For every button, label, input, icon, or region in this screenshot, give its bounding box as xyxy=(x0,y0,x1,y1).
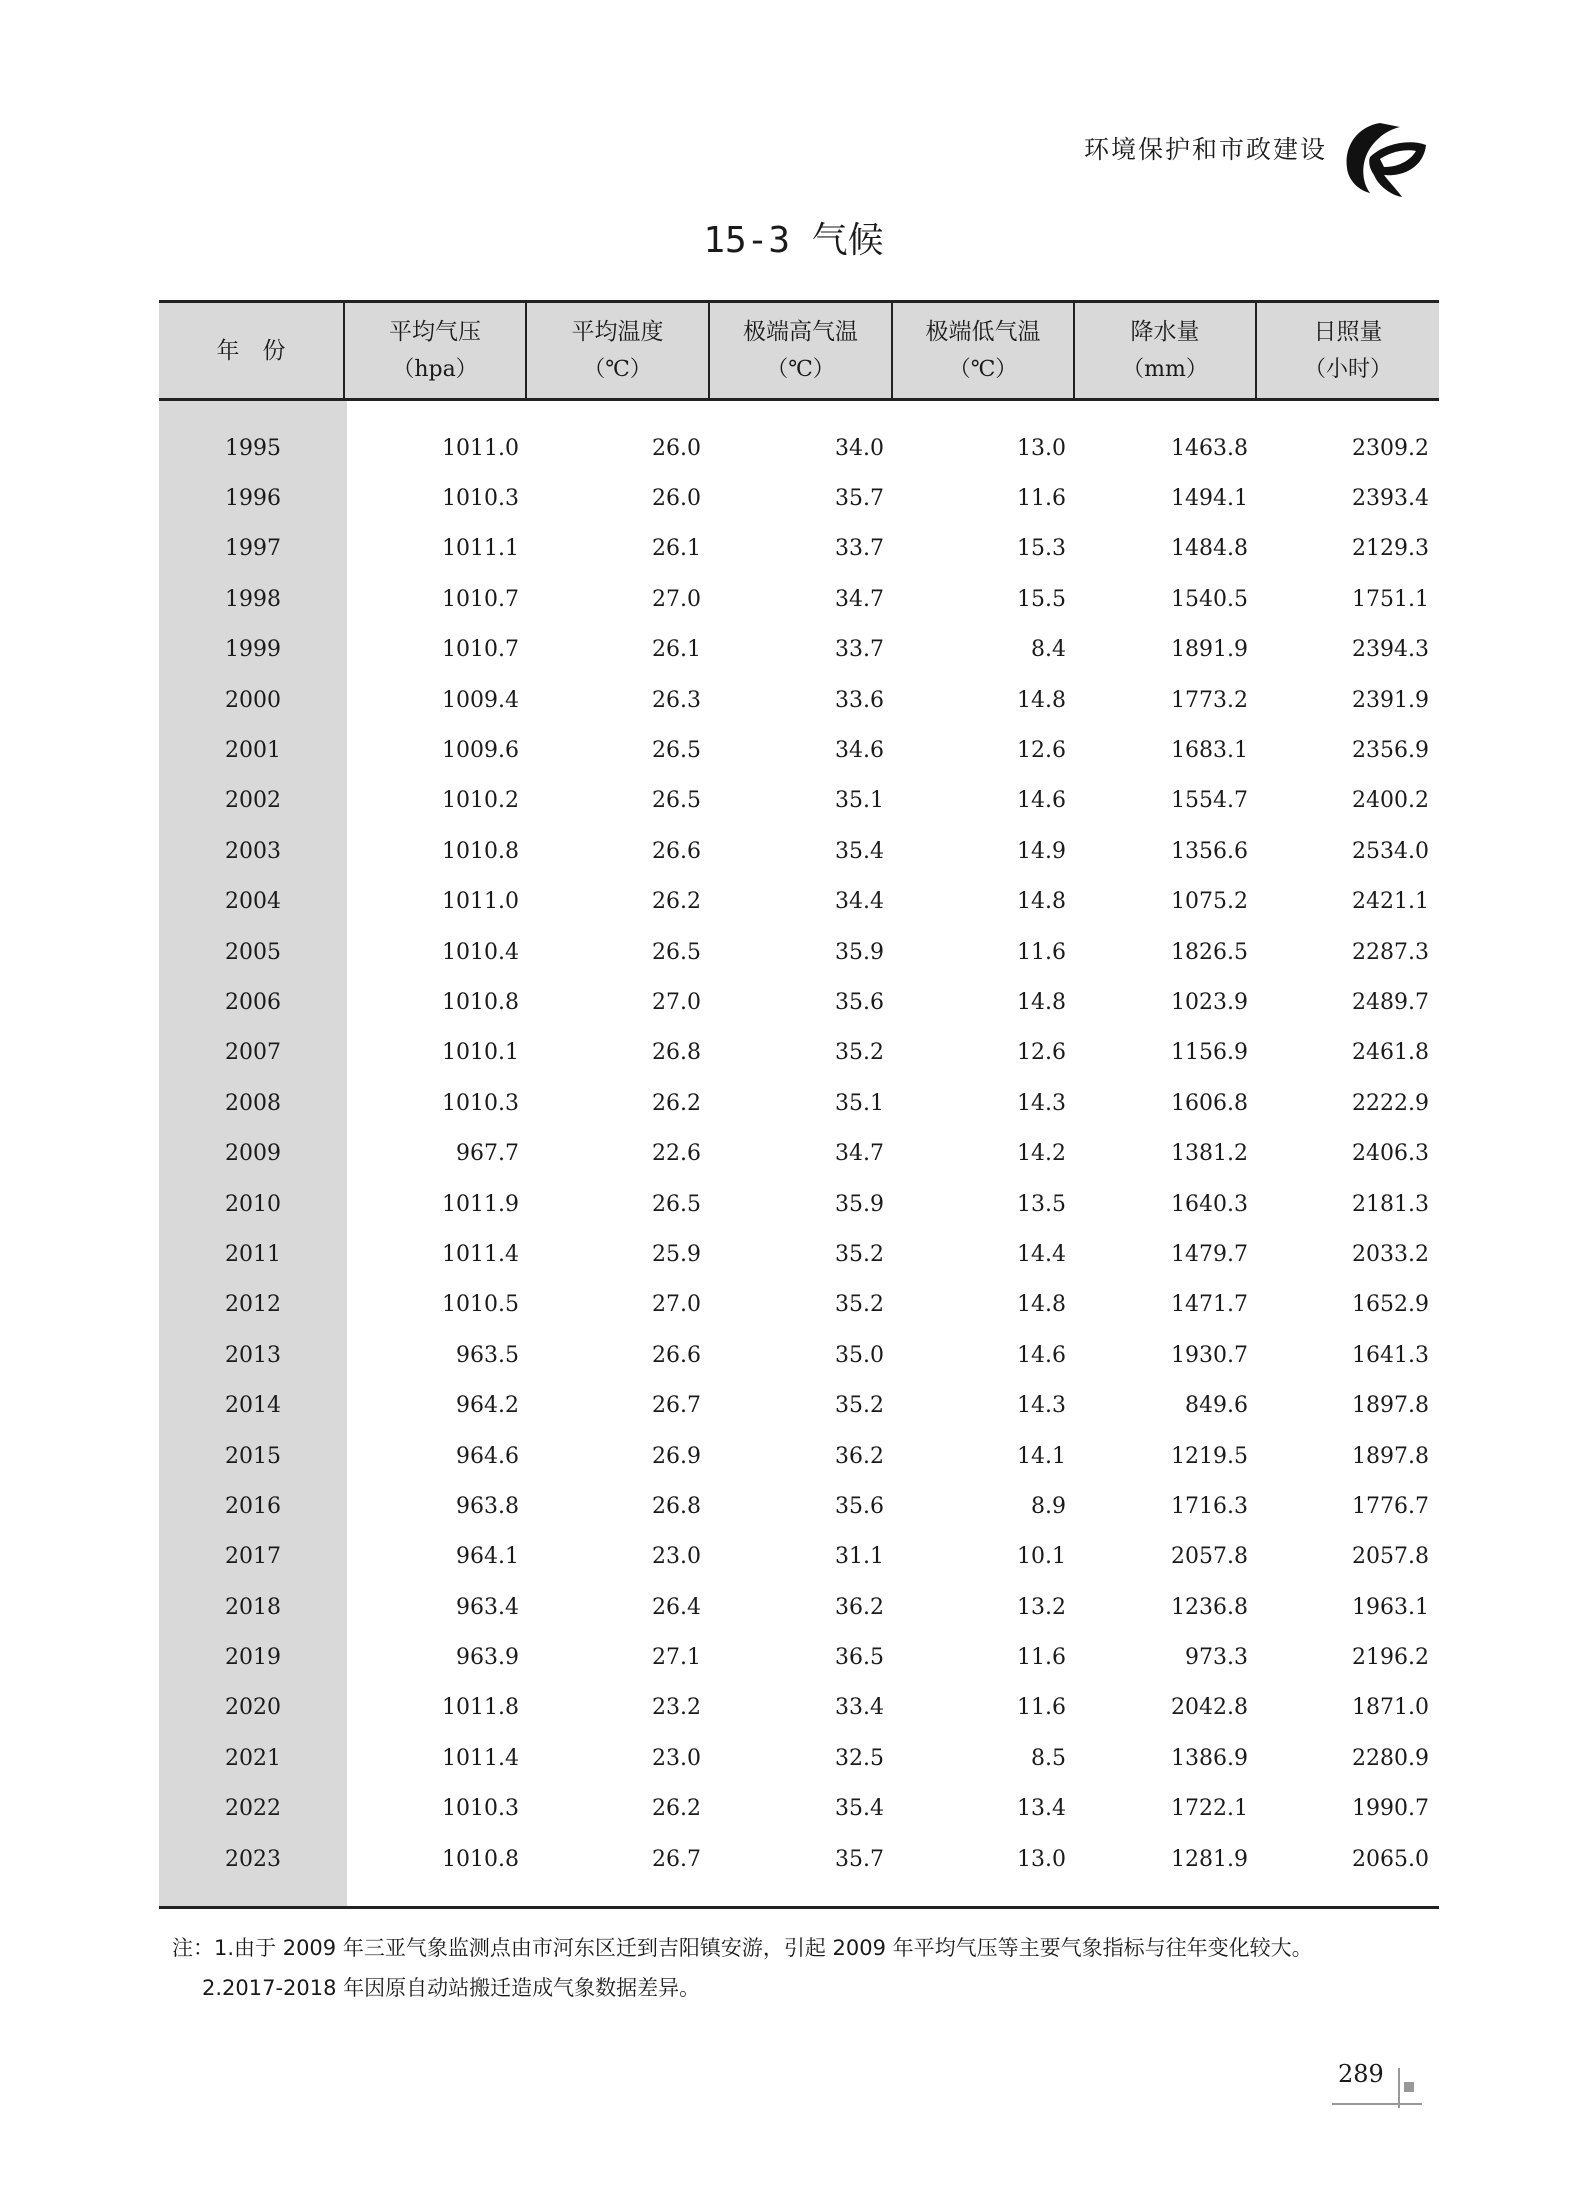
table-row xyxy=(159,1733,1439,1783)
column-header-unit: （小时） xyxy=(1303,356,1392,382)
note-line-1: 注：1.由于 2009 年三亚气象监测点由市河东区迁到吉阳镇安游，引起 2009 年平均气压等主要气象指标与往年变化较大。 xyxy=(172,1936,1313,1960)
value-cell: 1011.8 xyxy=(442,1695,519,1721)
value-cell: 973.3 xyxy=(1185,1645,1248,1671)
year-cell: 2022 xyxy=(225,1796,281,1822)
year-cell: 2018 xyxy=(225,1594,281,1620)
value-cell: 1683.1 xyxy=(1171,738,1248,764)
value-cell: 963.5 xyxy=(456,1342,519,1368)
value-cell: 26.7 xyxy=(652,1393,701,1419)
value-cell: 14.8 xyxy=(1017,989,1066,1015)
table-row xyxy=(159,1532,1439,1582)
value-cell: 1011.9 xyxy=(442,1191,519,1217)
value-cell: 33.7 xyxy=(835,536,884,562)
value-cell: 2042.8 xyxy=(1171,1695,1248,1721)
value-cell: 2406.3 xyxy=(1352,1141,1429,1167)
table-row xyxy=(159,1632,1439,1682)
value-cell: 36.2 xyxy=(835,1594,884,1620)
value-cell: 12.6 xyxy=(1017,738,1066,764)
table-row xyxy=(159,1784,1439,1834)
year-cell: 2012 xyxy=(225,1292,281,1318)
value-cell: 11.6 xyxy=(1017,939,1066,965)
value-cell: 1009.4 xyxy=(442,687,519,713)
value-cell: 2489.7 xyxy=(1352,989,1429,1015)
table-row xyxy=(159,1582,1439,1632)
value-cell: 26.9 xyxy=(652,1443,701,1469)
value-cell: 25.9 xyxy=(652,1241,701,1267)
year-cell: 2008 xyxy=(225,1090,281,1116)
value-cell: 1540.5 xyxy=(1171,586,1248,612)
year-cell: 1999 xyxy=(225,637,281,663)
value-cell: 14.2 xyxy=(1017,1141,1066,1167)
value-cell: 1023.9 xyxy=(1171,989,1248,1015)
value-cell: 33.4 xyxy=(835,1695,884,1721)
page-marker xyxy=(1404,2082,1414,2092)
value-cell: 1011.0 xyxy=(442,889,519,915)
value-cell: 2181.3 xyxy=(1352,1191,1429,1217)
value-cell: 1010.4 xyxy=(442,939,519,965)
year-cell: 2015 xyxy=(225,1443,281,1469)
value-cell: 26.3 xyxy=(652,687,701,713)
value-cell: 963.4 xyxy=(456,1594,519,1620)
value-cell: 14.8 xyxy=(1017,687,1066,713)
climate-table xyxy=(159,300,1439,1909)
value-cell: 1897.8 xyxy=(1352,1393,1429,1419)
value-cell: 1010.3 xyxy=(442,486,519,512)
value-cell: 2280.9 xyxy=(1352,1745,1429,1771)
value-cell: 8.5 xyxy=(1031,1745,1066,1771)
table-row xyxy=(159,1280,1439,1330)
value-cell: 12.6 xyxy=(1017,1040,1066,1066)
value-cell: 26.7 xyxy=(652,1846,701,1872)
value-cell: 1484.8 xyxy=(1171,536,1248,562)
table-row xyxy=(159,1078,1439,1128)
value-cell: 14.6 xyxy=(1017,788,1066,814)
year-cell: 2016 xyxy=(225,1493,281,1519)
value-cell: 34.6 xyxy=(835,738,884,764)
value-cell: 2356.9 xyxy=(1352,738,1429,764)
page-number-rule xyxy=(1332,2103,1422,2105)
value-cell: 26.0 xyxy=(652,486,701,512)
value-cell: 23.0 xyxy=(652,1544,701,1570)
year-cell: 2023 xyxy=(225,1846,281,1872)
value-cell: 1751.1 xyxy=(1352,586,1429,612)
value-cell: 1891.9 xyxy=(1171,637,1248,663)
section-header: 环境保护和市政建设 xyxy=(1083,135,1327,164)
value-cell: 8.9 xyxy=(1031,1493,1066,1519)
value-cell: 1156.9 xyxy=(1171,1040,1248,1066)
value-cell: 35.7 xyxy=(835,1846,884,1872)
value-cell: 1356.6 xyxy=(1171,838,1248,864)
value-cell: 22.6 xyxy=(652,1141,701,1167)
column-header xyxy=(343,303,525,398)
value-cell: 2196.2 xyxy=(1352,1645,1429,1671)
value-cell: 11.6 xyxy=(1017,486,1066,512)
value-cell: 13.2 xyxy=(1017,1594,1066,1620)
value-cell: 1776.7 xyxy=(1352,1493,1429,1519)
value-cell: 34.7 xyxy=(835,586,884,612)
table-row xyxy=(159,1330,1439,1380)
value-cell: 14.4 xyxy=(1017,1241,1066,1267)
table-row xyxy=(159,423,1439,473)
value-cell: 1010.7 xyxy=(442,586,519,612)
value-cell: 32.5 xyxy=(835,1745,884,1771)
value-cell: 1011.1 xyxy=(442,536,519,562)
year-cell: 2005 xyxy=(225,939,281,965)
year-cell: 2019 xyxy=(225,1645,281,1671)
value-cell: 35.6 xyxy=(835,989,884,1015)
value-cell: 35.2 xyxy=(835,1393,884,1419)
column-header xyxy=(159,303,343,398)
table-row xyxy=(159,1179,1439,1229)
value-cell: 1463.8 xyxy=(1171,435,1248,461)
value-cell: 35.2 xyxy=(835,1241,884,1267)
table-row xyxy=(159,826,1439,876)
year-cell: 1998 xyxy=(225,586,281,612)
table-row xyxy=(159,675,1439,725)
value-cell: 1381.2 xyxy=(1171,1141,1248,1167)
value-cell: 1010.3 xyxy=(442,1090,519,1116)
value-cell: 33.7 xyxy=(835,637,884,663)
value-cell: 14.8 xyxy=(1017,889,1066,915)
year-cell: 2014 xyxy=(225,1393,281,1419)
value-cell: 1990.7 xyxy=(1352,1796,1429,1822)
table-row xyxy=(159,1128,1439,1178)
value-cell: 2222.9 xyxy=(1352,1090,1429,1116)
value-cell: 34.4 xyxy=(835,889,884,915)
page-number-divider xyxy=(1398,2068,1400,2108)
value-cell: 1236.8 xyxy=(1171,1594,1248,1620)
column-header-label: 极端高气温 xyxy=(743,318,858,345)
column-header-label: 平均温度 xyxy=(571,318,664,345)
year-cell: 2010 xyxy=(225,1191,281,1217)
value-cell: 35.9 xyxy=(835,939,884,965)
value-cell: 23.0 xyxy=(652,1745,701,1771)
table-notes xyxy=(172,1928,1313,2008)
value-cell: 1773.2 xyxy=(1171,687,1248,713)
value-cell: 11.6 xyxy=(1017,1695,1066,1721)
value-cell: 1963.1 xyxy=(1352,1594,1429,1620)
table-body xyxy=(159,401,1439,1909)
year-cell: 2001 xyxy=(225,738,281,764)
value-cell: 1606.8 xyxy=(1171,1090,1248,1116)
value-cell: 2033.2 xyxy=(1352,1241,1429,1267)
year-cell: 2006 xyxy=(225,989,281,1015)
value-cell: 963.9 xyxy=(456,1645,519,1671)
value-cell: 2393.4 xyxy=(1352,486,1429,512)
value-cell: 33.6 xyxy=(835,687,884,713)
value-cell: 26.5 xyxy=(652,738,701,764)
column-header-label: 极端低气温 xyxy=(925,318,1041,345)
column-header-unit: （℃） xyxy=(766,356,835,382)
value-cell: 11.6 xyxy=(1017,1645,1066,1671)
column-header-label: 年 份 xyxy=(216,337,286,364)
value-cell: 1716.3 xyxy=(1171,1493,1248,1519)
year-cell: 2009 xyxy=(225,1141,281,1167)
value-cell: 31.1 xyxy=(835,1544,884,1570)
table-row xyxy=(159,625,1439,675)
value-cell: 26.0 xyxy=(652,435,701,461)
value-cell: 2400.2 xyxy=(1352,788,1429,814)
value-cell: 35.2 xyxy=(835,1040,884,1066)
value-cell: 2394.3 xyxy=(1352,637,1429,663)
value-cell: 1011.4 xyxy=(442,1745,519,1771)
value-cell: 26.5 xyxy=(652,939,701,965)
value-cell: 35.4 xyxy=(835,1796,884,1822)
year-cell: 2011 xyxy=(225,1241,281,1267)
value-cell: 27.0 xyxy=(652,989,701,1015)
table-row xyxy=(159,473,1439,523)
value-cell: 1075.2 xyxy=(1171,889,1248,915)
value-cell: 8.4 xyxy=(1031,637,1066,663)
value-cell: 1826.5 xyxy=(1171,939,1248,965)
value-cell: 1722.1 xyxy=(1171,1796,1248,1822)
year-cell: 2000 xyxy=(225,687,281,713)
column-header-unit: （hpa） xyxy=(392,356,478,382)
value-cell: 2129.3 xyxy=(1352,536,1429,562)
column-header-unit: （℃） xyxy=(583,356,652,382)
value-cell: 26.1 xyxy=(652,637,701,663)
value-cell: 26.1 xyxy=(652,536,701,562)
year-cell: 2021 xyxy=(225,1745,281,1771)
value-cell: 15.3 xyxy=(1017,536,1066,562)
value-cell: 1930.7 xyxy=(1171,1342,1248,1368)
value-cell: 1386.9 xyxy=(1171,1745,1248,1771)
value-cell: 1010.8 xyxy=(442,989,519,1015)
value-cell: 36.5 xyxy=(835,1645,884,1671)
table-header xyxy=(159,300,1439,401)
value-cell: 14.3 xyxy=(1017,1090,1066,1116)
value-cell: 1897.8 xyxy=(1352,1443,1429,1469)
value-cell: 2287.3 xyxy=(1352,939,1429,965)
value-cell: 13.4 xyxy=(1017,1796,1066,1822)
value-cell: 26.5 xyxy=(652,788,701,814)
value-cell: 34.7 xyxy=(835,1141,884,1167)
value-cell: 35.7 xyxy=(835,486,884,512)
table-row xyxy=(159,1028,1439,1078)
value-cell: 2421.1 xyxy=(1352,889,1429,915)
value-cell: 26.2 xyxy=(652,1796,701,1822)
year-cell: 2004 xyxy=(225,889,281,915)
value-cell: 2391.9 xyxy=(1352,687,1429,713)
value-cell: 1010.8 xyxy=(442,1846,519,1872)
value-cell: 2057.8 xyxy=(1171,1544,1248,1570)
table-row xyxy=(159,1380,1439,1430)
value-cell: 14.8 xyxy=(1017,1292,1066,1318)
value-cell: 2065.0 xyxy=(1352,1846,1429,1872)
page-number: 289 xyxy=(1338,2060,1384,2088)
value-cell: 2461.8 xyxy=(1352,1040,1429,1066)
note-line-2: 2.2017-2018 年因原自动站搬迁造成气象数据差异。 xyxy=(202,1976,701,2000)
value-cell: 26.8 xyxy=(652,1493,701,1519)
value-cell: 34.0 xyxy=(835,435,884,461)
value-cell: 1011.4 xyxy=(442,1241,519,1267)
value-cell: 2534.0 xyxy=(1352,838,1429,864)
column-header-unit: （℃） xyxy=(948,356,1018,382)
value-cell: 35.1 xyxy=(835,1090,884,1116)
publisher-logo-icon xyxy=(1340,115,1430,200)
column-header-unit: （mm） xyxy=(1122,356,1208,382)
value-cell: 1009.6 xyxy=(442,738,519,764)
table-row xyxy=(159,1229,1439,1279)
value-cell: 1010.3 xyxy=(442,1796,519,1822)
value-cell: 964.6 xyxy=(456,1443,519,1469)
value-cell: 1652.9 xyxy=(1352,1292,1429,1318)
table-row xyxy=(159,1683,1439,1733)
value-cell: 26.6 xyxy=(652,1342,701,1368)
value-cell: 35.1 xyxy=(835,788,884,814)
year-cell: 1996 xyxy=(225,486,281,512)
column-header xyxy=(708,303,891,398)
column-header-label: 降水量 xyxy=(1130,318,1200,345)
value-cell: 23.2 xyxy=(652,1695,701,1721)
value-cell: 2309.2 xyxy=(1352,435,1429,461)
table-row xyxy=(159,1834,1439,1884)
year-cell: 2020 xyxy=(225,1695,281,1721)
value-cell: 1640.3 xyxy=(1171,1191,1248,1217)
value-cell: 27.0 xyxy=(652,586,701,612)
value-cell: 26.6 xyxy=(652,838,701,864)
column-header xyxy=(1255,303,1439,398)
table-row xyxy=(159,1431,1439,1481)
value-cell: 1554.7 xyxy=(1171,788,1248,814)
value-cell: 1641.3 xyxy=(1352,1342,1429,1368)
value-cell: 1871.0 xyxy=(1352,1695,1429,1721)
value-cell: 1494.1 xyxy=(1171,486,1248,512)
value-cell: 35.2 xyxy=(835,1292,884,1318)
table-row xyxy=(159,927,1439,977)
year-cell: 1997 xyxy=(225,536,281,562)
value-cell: 14.9 xyxy=(1017,838,1066,864)
year-cell: 2003 xyxy=(225,838,281,864)
table-row xyxy=(159,877,1439,927)
value-cell: 964.1 xyxy=(456,1544,519,1570)
value-cell: 1471.7 xyxy=(1171,1292,1248,1318)
value-cell: 1010.2 xyxy=(442,788,519,814)
year-cell: 2017 xyxy=(225,1544,281,1570)
value-cell: 26.2 xyxy=(652,1090,701,1116)
value-cell: 35.6 xyxy=(835,1493,884,1519)
value-cell: 849.6 xyxy=(1185,1393,1248,1419)
value-cell: 1010.8 xyxy=(442,838,519,864)
value-cell: 35.0 xyxy=(835,1342,884,1368)
value-cell: 2057.8 xyxy=(1352,1544,1429,1570)
column-header xyxy=(1073,303,1255,398)
page-title: 15-3 气候 xyxy=(703,220,884,261)
value-cell: 14.6 xyxy=(1017,1342,1066,1368)
value-cell: 967.7 xyxy=(456,1141,519,1167)
value-cell: 1010.5 xyxy=(442,1292,519,1318)
value-cell: 26.5 xyxy=(652,1191,701,1217)
column-header xyxy=(525,303,708,398)
value-cell: 15.5 xyxy=(1017,586,1066,612)
value-cell: 13.0 xyxy=(1017,435,1066,461)
year-cell: 2002 xyxy=(225,788,281,814)
value-cell: 963.8 xyxy=(456,1493,519,1519)
year-cell: 2007 xyxy=(225,1040,281,1066)
value-cell: 27.1 xyxy=(652,1645,701,1671)
value-cell: 1479.7 xyxy=(1171,1241,1248,1267)
value-cell: 1219.5 xyxy=(1171,1443,1248,1469)
value-cell: 1281.9 xyxy=(1171,1846,1248,1872)
column-header xyxy=(891,303,1073,398)
value-cell: 14.3 xyxy=(1017,1393,1066,1419)
value-cell: 1010.7 xyxy=(442,637,519,663)
value-cell: 26.4 xyxy=(652,1594,701,1620)
column-header-label: 平均气压 xyxy=(389,318,481,345)
value-cell: 13.5 xyxy=(1017,1191,1066,1217)
value-cell: 35.4 xyxy=(835,838,884,864)
table-row xyxy=(159,977,1439,1027)
value-cell: 35.9 xyxy=(835,1191,884,1217)
column-header-label: 日照量 xyxy=(1313,318,1383,345)
year-cell: 2013 xyxy=(225,1342,281,1368)
value-cell: 36.2 xyxy=(835,1443,884,1469)
value-cell: 27.0 xyxy=(652,1292,701,1318)
value-cell: 10.1 xyxy=(1017,1544,1066,1570)
table-row xyxy=(159,776,1439,826)
value-cell: 26.2 xyxy=(652,889,701,915)
value-cell: 1010.1 xyxy=(442,1040,519,1066)
value-cell: 964.2 xyxy=(456,1393,519,1419)
year-cell: 1995 xyxy=(225,435,281,461)
table-row xyxy=(159,1481,1439,1531)
table-row xyxy=(159,574,1439,624)
table-row xyxy=(159,524,1439,574)
table-row xyxy=(159,725,1439,775)
value-cell: 1011.0 xyxy=(442,435,519,461)
value-cell: 13.0 xyxy=(1017,1846,1066,1872)
value-cell: 26.8 xyxy=(652,1040,701,1066)
value-cell: 14.1 xyxy=(1017,1443,1066,1469)
